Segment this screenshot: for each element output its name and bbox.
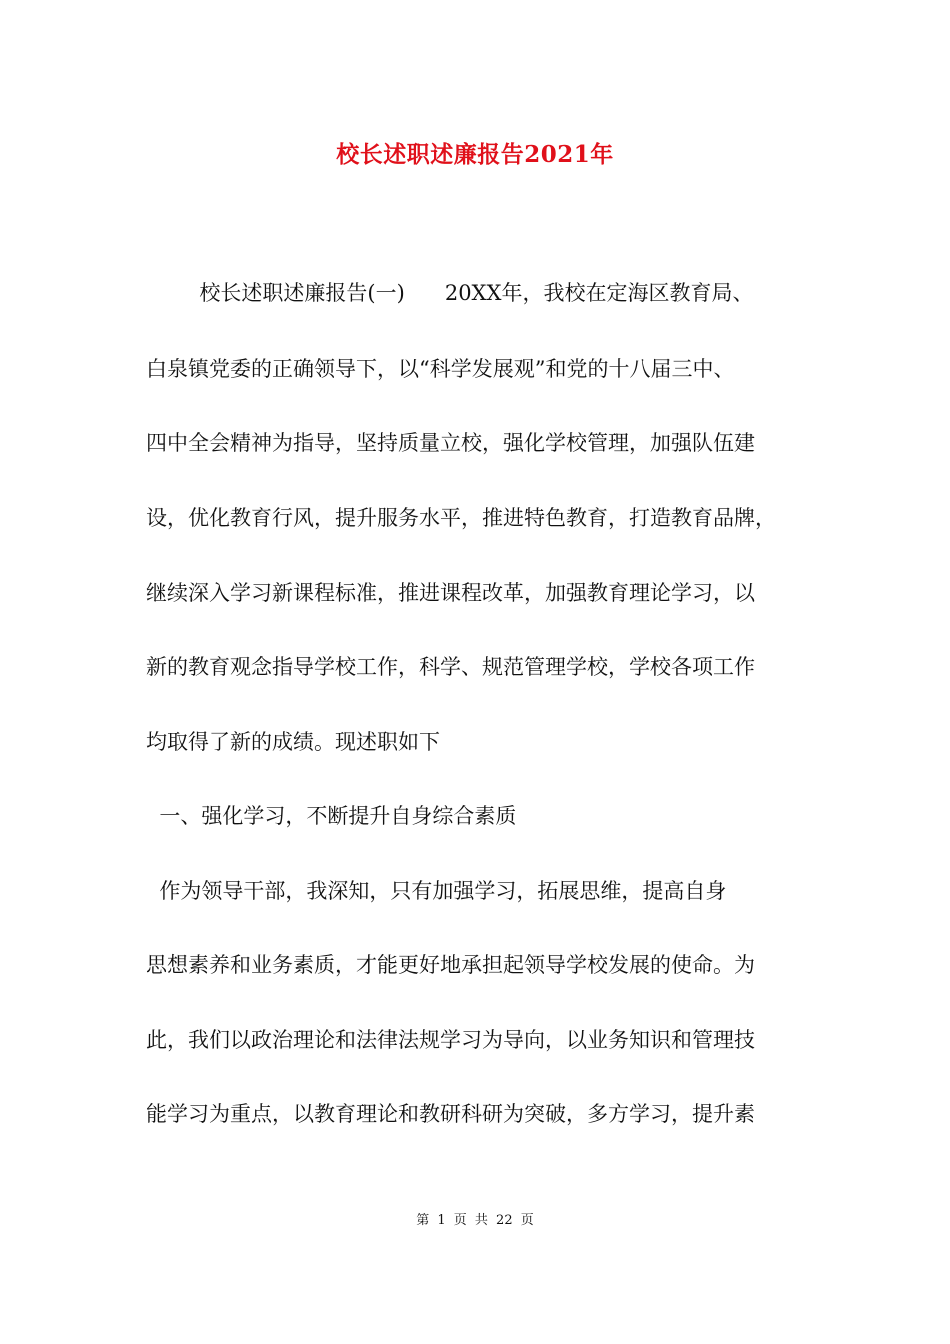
body-line: 四中全会精神为指导，坚持质量立校，强化学校管理，加强队伍建	[146, 431, 755, 455]
body-line: 思想素养和业务素质，才能更好地承担起领导学校发展的使命。为	[146, 953, 755, 977]
body-line: 继续深入学习新课程标准，推进课程改革，加强教育理论学习，以	[146, 581, 755, 605]
section-heading: 一、强化学习，不断提升自身综合素质	[146, 804, 517, 828]
document-title: 校长述职述廉报告2021年	[336, 141, 614, 168]
body-line: 能学习为重点，以教育理论和教研科研为突破，多方学习，提升素	[146, 1102, 755, 1126]
body-line: 白泉镇党委的正确领导下，以“科学发展观”和党的十八届三中、	[146, 357, 735, 381]
body-line: 作为领导干部，我深知，只有加强学习，拓展思维，提高自身	[146, 879, 727, 903]
page-footer: 第 1 页 共 22 页	[416, 1213, 534, 1228]
body-line: 此，我们以政治理论和法律法规学习为导向，以业务知识和管理技	[146, 1028, 755, 1052]
body-line: 新的教育观念指导学校工作，科学、规范管理学校，学校各项工作	[146, 655, 755, 679]
body-line: 设，优化教育行风，提升服务水平，推进特色教育，打造教育品牌，	[146, 506, 776, 530]
body-line: 校长述职述廉报告(一) 20XX年，我校在定海区教育局、	[146, 281, 754, 305]
body-line: 均取得了新的成绩。现述职如下	[146, 730, 440, 754]
